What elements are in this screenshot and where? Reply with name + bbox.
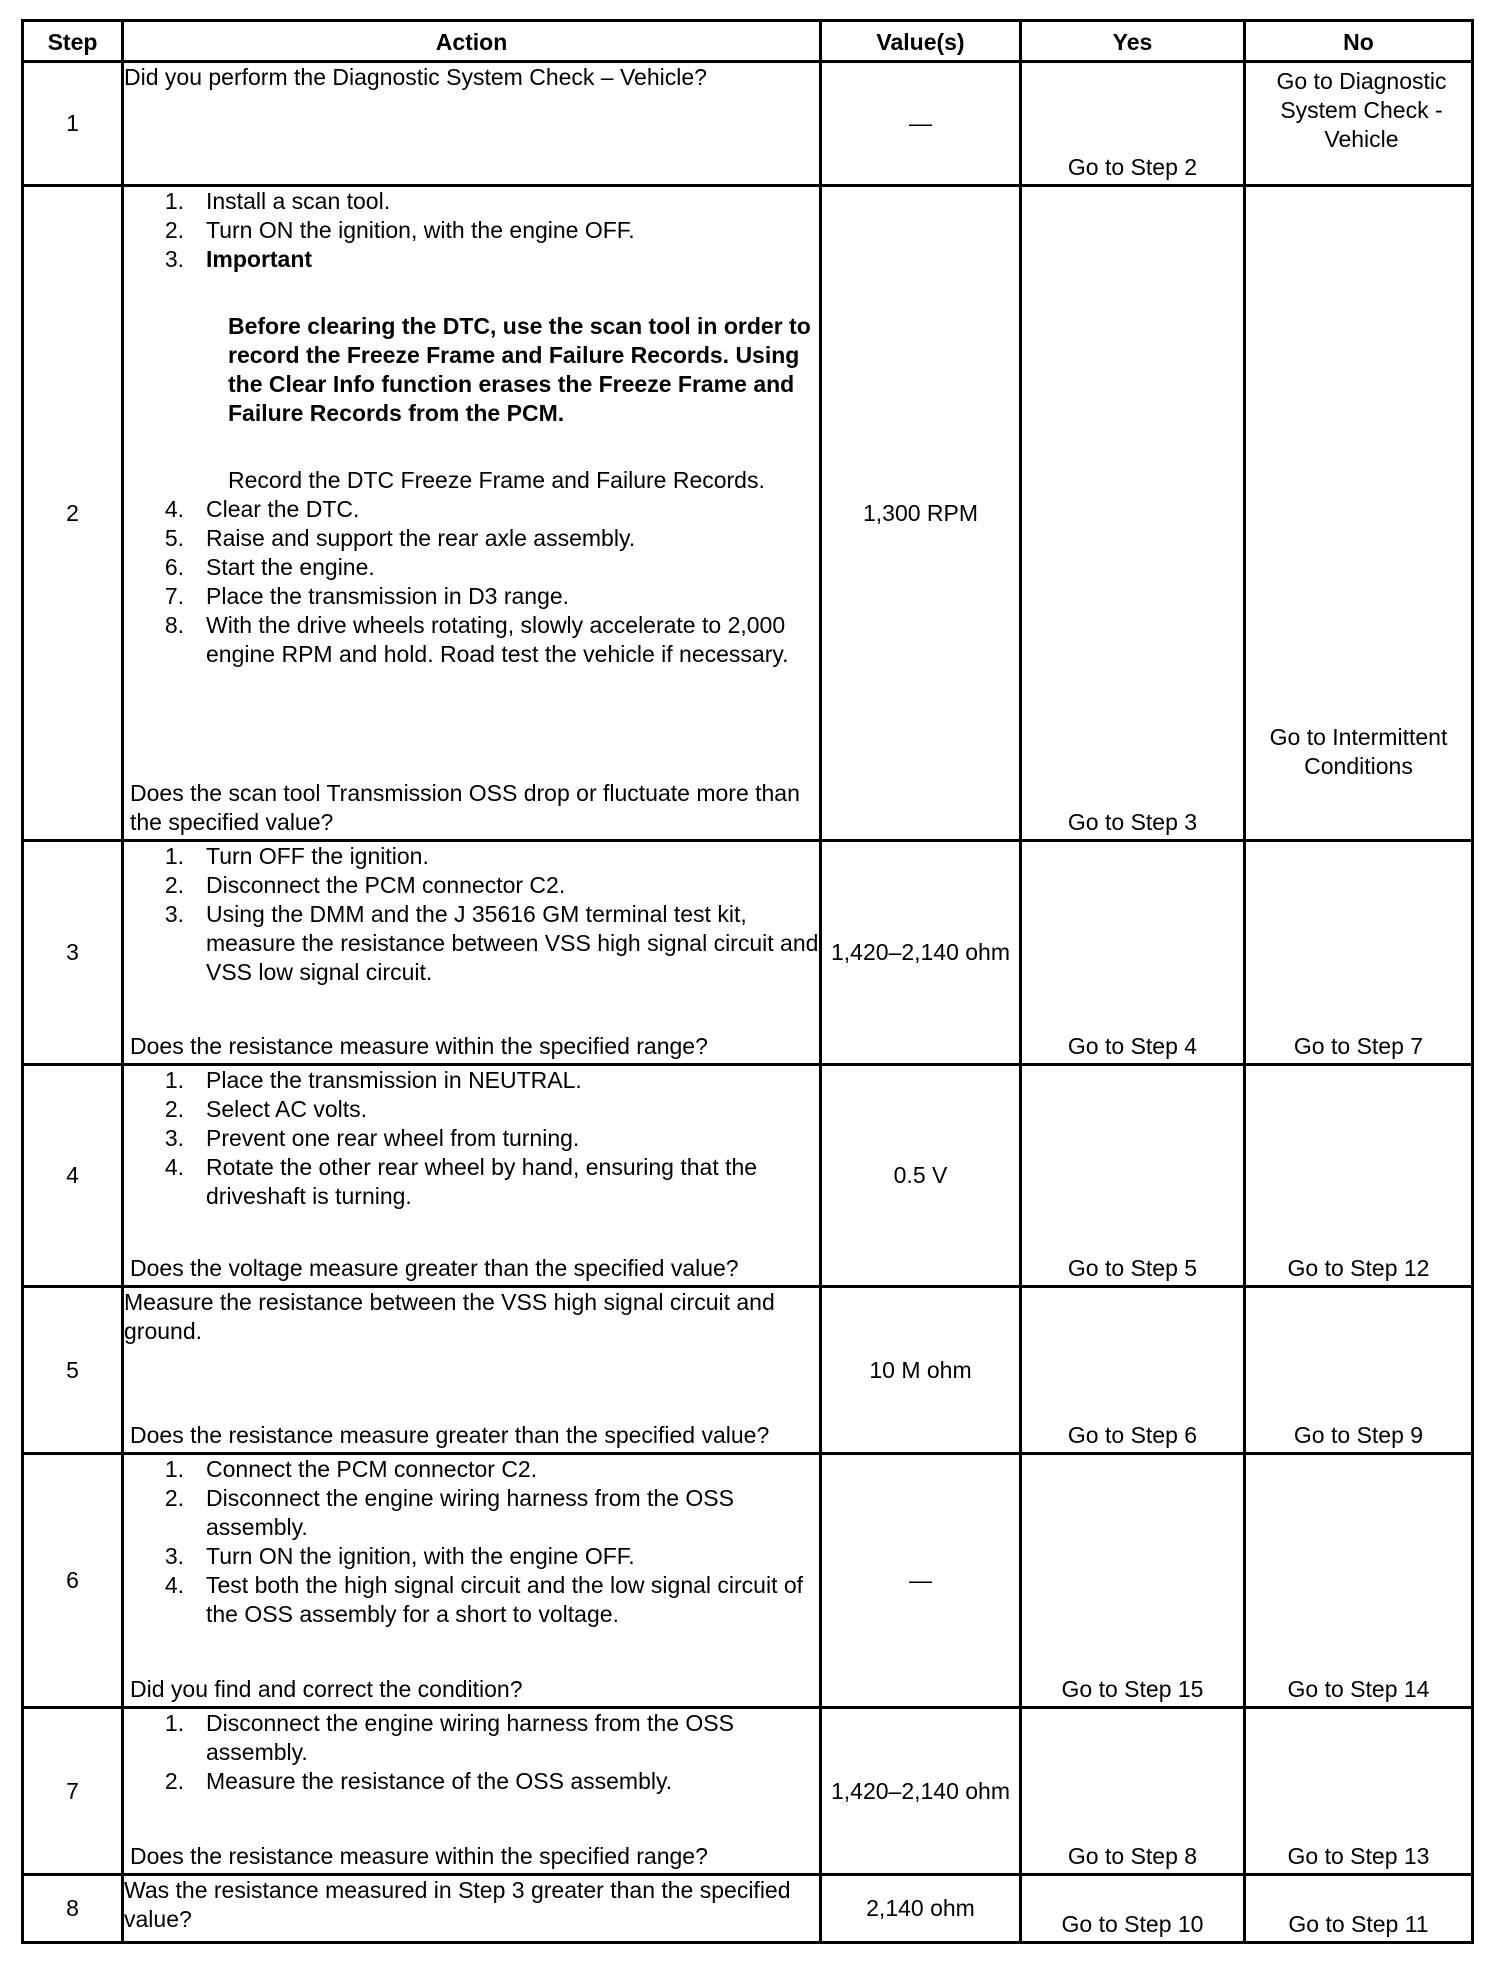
yes-cell	[1021, 1875, 1245, 1943]
diagnostic-table	[21, 19, 1474, 1944]
list-item: 3. Important	[124, 245, 819, 274]
table-row-step-5	[23, 1287, 1473, 1454]
list-item: 2. Select AC volts.	[164, 1096, 368, 1122]
action-question: Does the resistance measure within the specified range?	[130, 1033, 708, 1059]
list-item: 4. Test both the high signal circuit and the low signal circuit of the OSS assembly for a short to voltage.	[164, 1572, 804, 1627]
no-cell	[1245, 1875, 1473, 1943]
yes-cell	[1021, 841, 1245, 1065]
header-no: No	[1245, 21, 1473, 62]
value-cell: 1,420–2,140 ohm	[821, 1708, 1021, 1875]
list-item: 1. Turn OFF the ignition.	[164, 843, 429, 869]
step-number: 4	[23, 1065, 123, 1287]
action-cell	[123, 1287, 821, 1454]
header-yes: Yes	[1021, 21, 1245, 62]
list-item: 4. Rotate the other rear wheel by hand, ensuring that the driveshaft is turning.	[164, 1154, 758, 1209]
value-cell: 1,420–2,140 ohm	[821, 841, 1021, 1065]
step-number: 8	[23, 1875, 123, 1943]
list-item: 2. Measure the resistance of the OSS assembly.	[164, 1768, 673, 1794]
list-item: 3. Prevent one rear wheel from turning.	[164, 1125, 580, 1151]
step-number: 3	[23, 841, 123, 1065]
no-cell	[1245, 841, 1473, 1065]
action-cell	[123, 1875, 821, 1943]
list-item: 7. Place the transmission in D3 range.	[164, 583, 570, 609]
yes-link: Go to Step 3	[1067, 809, 1198, 835]
header-step: Step	[23, 21, 123, 62]
list-item: 1. Disconnect the engine wiring harness from the OSS assembly.	[164, 1710, 734, 1765]
header-action: Action	[123, 21, 821, 62]
value-cell: 2,140 ohm	[821, 1875, 1021, 1943]
list-item: 2. Turn ON the ignition, with the engine OFF.	[164, 217, 635, 243]
step-number: 2	[23, 186, 123, 841]
yes-link: Go to Step 8	[1067, 1843, 1198, 1869]
yes-link: Go to Step 6	[1067, 1422, 1198, 1448]
list-item: 5. Raise and support the rear axle assembly.	[164, 525, 636, 551]
action-steps	[124, 1066, 819, 1211]
yes-cell	[1021, 1454, 1245, 1708]
action-steps	[124, 187, 819, 274]
no-cell	[1245, 1065, 1473, 1287]
no-cell	[1245, 1708, 1473, 1875]
value-cell: 0.5 V	[821, 1065, 1021, 1287]
no-link: Go to Diagnostic System Check - Vehicle	[1276, 68, 1447, 152]
action-question: Does the scan tool Transmission OSS drop or fluctuate more than the specified value?	[130, 780, 800, 835]
action-cell	[123, 1708, 821, 1875]
action-cell	[123, 1454, 821, 1708]
no-link: Go to Step 12	[1287, 1255, 1430, 1281]
table-row-step-8	[23, 1875, 1473, 1943]
yes-link: Go to Step 15	[1061, 1676, 1204, 1702]
no-link: Go to Step 9	[1293, 1422, 1424, 1448]
action-question: Does the resistance measure within the specified range?	[130, 1843, 708, 1869]
yes-link: Go to Step 10	[1061, 1911, 1204, 1937]
action-question: Did you perform the Diagnostic System Check – Vehicle?	[124, 64, 707, 90]
step-number: 6	[23, 1454, 123, 1708]
list-item: 8. With the drive wheels rotating, slowly accelerate to 2,000 engine RPM and hold. Road test the vehicle if necessary.	[164, 612, 789, 667]
table-row-step-1	[23, 62, 1473, 186]
important-label: Important	[206, 246, 313, 272]
action-question: Does the voltage measure greater than the specified value?	[130, 1255, 739, 1281]
list-item: 4. Clear the DTC.	[164, 496, 360, 522]
no-link: Go to Intermittent Conditions	[1269, 724, 1448, 779]
no-link: Go to Step 13	[1287, 1843, 1430, 1869]
list-item: 3. Turn ON the ignition, with the engine OFF.	[164, 1543, 635, 1569]
list-item: 3. Using the DMM and the J 35616 GM terminal test kit, measure the resistance between VSS high signal circuit and VSS low signal circuit.	[164, 901, 819, 985]
no-link: Go to Step 14	[1287, 1676, 1430, 1702]
value-cell: —	[821, 1454, 1021, 1708]
header-values: Value(s)	[821, 21, 1021, 62]
list-item: 2. Disconnect the PCM connector C2.	[164, 872, 566, 898]
action-steps	[124, 1455, 819, 1629]
header-row	[23, 21, 1473, 62]
step-number: 5	[23, 1287, 123, 1454]
yes-cell	[1021, 1065, 1245, 1287]
record-note: Record the DTC Freeze Frame and Failure Records.	[228, 467, 765, 493]
yes-cell	[1021, 1708, 1245, 1875]
value-cell: 10 M ohm	[821, 1287, 1021, 1454]
table-row-step-2	[23, 186, 1473, 841]
list-item: 1. Connect the PCM connector C2.	[164, 1456, 538, 1482]
no-cell	[1245, 186, 1473, 841]
action-question: Did you find and correct the condition?	[130, 1676, 523, 1702]
action-steps	[124, 842, 819, 987]
step-number: 7	[23, 1708, 123, 1875]
list-item: 1. Install a scan tool.	[164, 188, 391, 214]
no-link: Go to Step 7	[1293, 1033, 1424, 1059]
action-cell	[123, 62, 821, 186]
no-link: Go to Step 11	[1288, 1911, 1429, 1937]
no-cell	[1245, 62, 1473, 186]
no-cell	[1245, 1287, 1473, 1454]
list-item: 1. Place the transmission in NEUTRAL.	[164, 1067, 582, 1093]
table-row-step-3	[23, 841, 1473, 1065]
yes-link: Go to Step 2	[1067, 154, 1198, 180]
action-cell	[123, 186, 821, 841]
no-cell	[1245, 1454, 1473, 1708]
yes-cell	[1021, 1287, 1245, 1454]
table-row-step-6	[23, 1454, 1473, 1708]
value-cell: 1,300 RPM	[821, 186, 1021, 841]
yes-cell	[1021, 62, 1245, 186]
yes-link: Go to Step 5	[1067, 1255, 1198, 1281]
step-number: 1	[23, 62, 123, 186]
action-cell	[123, 1065, 821, 1287]
action-cell	[123, 841, 821, 1065]
action-intro: Measure the resistance between the VSS high signal circuit and ground.	[124, 1289, 775, 1344]
yes-cell	[1021, 186, 1245, 841]
value-cell: —	[821, 62, 1021, 186]
yes-link: Go to Step 4	[1067, 1033, 1198, 1059]
action-question: Does the resistance measure greater than the specified value?	[130, 1422, 770, 1448]
list-item: 6. Start the engine.	[164, 554, 375, 580]
action-steps-continued	[124, 495, 819, 669]
diagnostic-table-wrapper	[21, 19, 1474, 1944]
important-note: Before clearing the DTC, use the scan tool in order to record the Freeze Frame and Failure Records. Using the Clear Info function erases the Freeze Frame and Failure Records from the PCM.	[228, 313, 811, 426]
table-row-step-4	[23, 1065, 1473, 1287]
action-steps	[124, 1709, 819, 1796]
action-question: Was the resistance measured in Step 3 greater than the specified value?	[124, 1877, 791, 1932]
table-row-step-7	[23, 1708, 1473, 1875]
list-item: 2. Disconnect the engine wiring harness from the OSS assembly.	[164, 1485, 734, 1540]
